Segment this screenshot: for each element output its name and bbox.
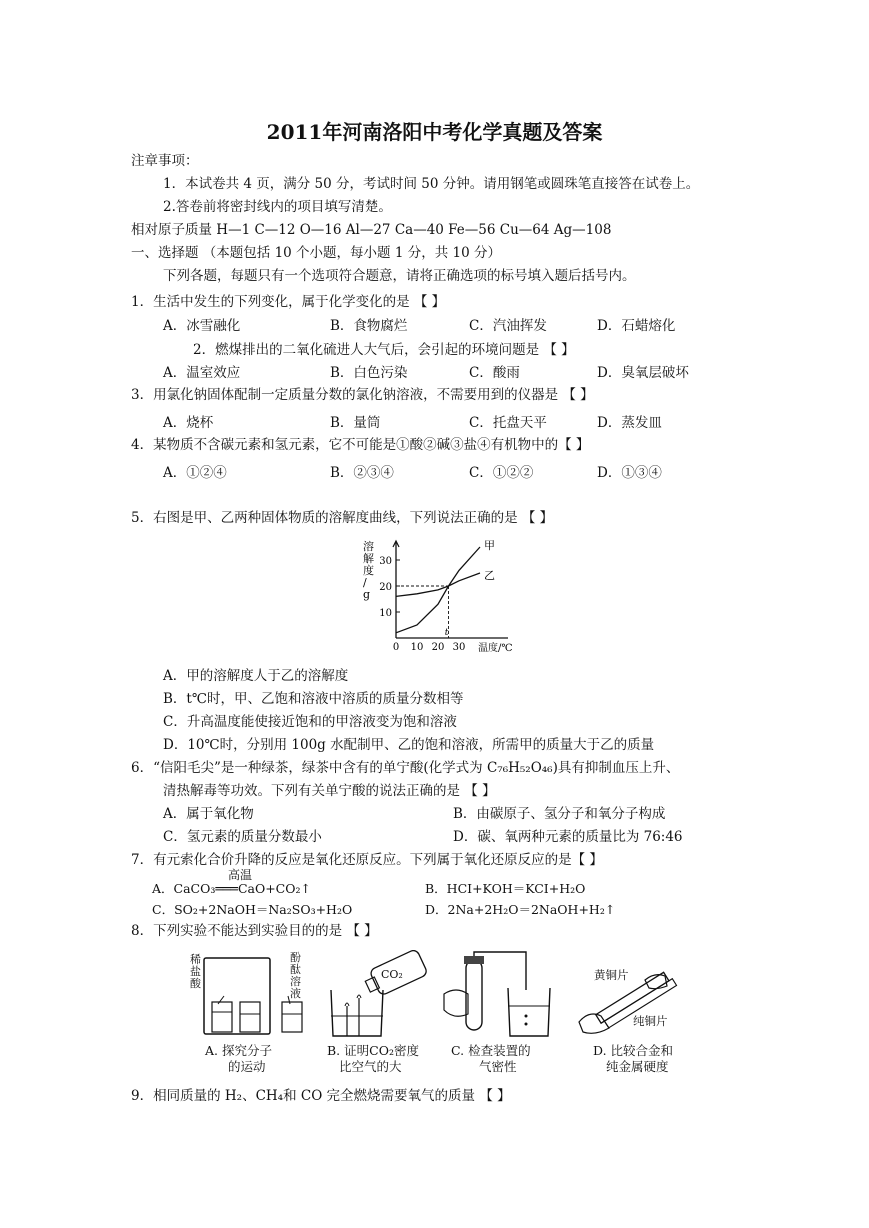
y-tick-label: 30 <box>379 556 392 567</box>
note-2: 2.答卷前将密封线内的项目填写清楚。 <box>163 199 392 215</box>
q7-option-b: B．HCI+KOH＝KCI+H₂O <box>425 881 586 896</box>
figure-c-airtightness-apparatus <box>440 950 560 1042</box>
q4-option-c: C．①②② <box>469 465 534 481</box>
figure-c-caption-1: C. 检查装置的 <box>451 1043 531 1058</box>
series-label-yi: 乙 <box>484 569 495 582</box>
label-pure-copper-sheet: 纯铜片 <box>633 1014 668 1028</box>
q7-option-a: A．CaCO₃═══CaO+CO₂↑ <box>152 881 311 896</box>
figure-b-caption-2: 比空气的大 <box>339 1059 402 1074</box>
series-line-yi <box>396 573 480 596</box>
reaction-condition: 高温 <box>228 868 253 882</box>
figure-b-caption-1: B. 证明CO₂密度 <box>327 1043 419 1058</box>
figure-b-co2-beaker <box>325 950 435 1040</box>
figure-a-caption-2: 的运动 <box>228 1059 266 1074</box>
x-axis-label: 温度/℃ <box>478 643 513 654</box>
notes-heading: 注章事项： <box>131 153 199 169</box>
chart-axes <box>393 541 508 638</box>
label-brass-sheet: 黄铜片 <box>594 968 629 982</box>
question-8-stem: 8．下列实验不能达到实验目的的是 【 】 <box>131 923 378 939</box>
q7-option-d: D．2Na+2H₂O＝2NaOH+H₂↑ <box>425 902 616 917</box>
figure-a-caption-1: A. 探究分子 <box>205 1043 272 1058</box>
q3-option-a: A．烧杯 <box>163 415 214 431</box>
question-1-stem: 1．生活中发生的下列变化，属于化学变化的是 【 】 <box>131 294 446 310</box>
section1-instruction: 下列各题，每题只有一个选项符合题意，请将正确选项的标号填入题后括号内。 <box>163 268 636 284</box>
q1-option-c: C．汽油挥发 <box>469 318 547 334</box>
chart-labels <box>363 539 513 654</box>
q7-option-c: C．SO₂+2NaOH＝Na₂SO₃+H₂O <box>152 902 353 917</box>
section1-heading: 一、选择题 （本题包括 10 个小题，每小题 1 分，共 10 分） <box>131 245 501 261</box>
q6-option-c: C．氢元素的质量分数最小 <box>163 829 322 845</box>
q1-option-a: A．冰雪融化 <box>163 318 241 334</box>
series-label-jia: 甲 <box>484 539 495 552</box>
question-6-stem: 6．“信阳毛尖”是一种绿茶，绿茶中含有的单宁酸(化学式为 C₇₆H₅₂O₄₆)具有抑制血压上升、 <box>131 760 680 776</box>
y-tick-label: 20 <box>379 582 392 593</box>
solubility-chart <box>358 538 518 660</box>
chart-series <box>396 547 480 638</box>
y-tick-label: 10 <box>379 608 392 619</box>
x-tick-label: 10 <box>410 642 424 653</box>
q6-option-b: B．由碳原子、氢分子和氧分子构成 <box>453 806 666 822</box>
q3-option-d: D．蒸发皿 <box>597 415 662 431</box>
question-2-stem: 2．燃煤排出的二氧化硫进人大气后，会引起的环境问题是 【 】 <box>193 342 575 358</box>
x-tick-label: 0 <box>392 642 400 653</box>
q5-option-d: D．10℃时，分别用 100g 水配制甲、乙的饱和溶液，所需甲的质量大于乙的质量 <box>163 737 655 753</box>
atomic-masses: 相对原子质量 H—1 C—12 O—16 Al—27 Ca—40 Fe—56 Cu—64 Ag—108 <box>131 222 612 238</box>
question-6-stem-2: 清热解毒等功效。下列有关单宁酸的说法正确的是 【 】 <box>163 783 496 799</box>
figure-d-caption-1: D. 比较合金和 <box>593 1043 674 1058</box>
label-dilute-acid: 稀盐酸 <box>190 953 201 990</box>
question-7-stem: 7．有元索化合价升降的反应是氧化还原反应。下列属于氧化还原反应的是【 】 <box>131 852 603 868</box>
page-title: 2011年河南洛阳中考化学真题及答案 <box>266 120 603 144</box>
question-4-stem: 4．某物质不含碳元素和氢元素，它不可能是①酸②碱③盐④有机物中的【 】 <box>131 437 590 453</box>
label-phenolphthalein: 酚酞溶液 <box>290 951 301 1000</box>
q2-option-c: C．酸雨 <box>469 365 520 381</box>
x-tick-label: t <box>444 628 449 638</box>
q4-option-b: B．②③④ <box>330 465 394 481</box>
figure-d-caption-2: 纯金属硬度 <box>606 1059 669 1074</box>
q5-option-c: C．升高温度能使接近饱和的甲溶液变为饱和溶液 <box>163 714 457 730</box>
q6-option-a: A．属于氧化物 <box>163 806 254 822</box>
q3-option-b: B．量筒 <box>330 415 381 431</box>
q1-option-d: D．石蜡熔化 <box>597 318 676 334</box>
x-tick-label: 30 <box>452 642 466 653</box>
note-1: 1．本试卷共 4 页，满分 50 分，考试时间 50 分钟。请用钢笔或圆珠笔直接答在试卷上。 <box>163 176 700 192</box>
q4-option-a: A．①②④ <box>163 465 227 481</box>
q2-option-a: A．温室效应 <box>163 365 241 381</box>
q5-option-a: A．甲的溶解度人于乙的溶解度 <box>163 668 349 684</box>
figure-c-caption-2: 气密性 <box>479 1059 517 1074</box>
q4-option-d: D．①③④ <box>597 465 662 481</box>
label-co2: CO₂ <box>381 968 403 981</box>
figure-d-hardness-comparison <box>575 962 685 1042</box>
q2-option-d: D．臭氧层破坏 <box>597 365 689 381</box>
q6-option-d: D．碳、氧两种元素的质量比为 76:46 <box>453 829 683 845</box>
question-3-stem: 3．用氯化钠固体配制一定质量分数的氯化钠溶液，不需要用到的仪器是 【 】 <box>131 387 594 403</box>
x-tick-label: 20 <box>431 642 445 653</box>
q3-option-c: C．托盘天平 <box>469 415 547 431</box>
q1-option-b: B．食物腐烂 <box>330 318 408 334</box>
question-5-stem: 5．右图是甲、乙两种固体物质的溶解度曲线，下列说法正确的是 【 】 <box>131 510 554 526</box>
question-9-stem: 9．相同质量的 H₂、CH₄和 CO 完全燃烧需要氧气的质量 【 】 <box>131 1088 511 1104</box>
q5-option-b: B．t℃时，甲、乙饱和溶液中溶质的质量分数相等 <box>163 691 464 707</box>
q2-option-b: B．白色污染 <box>330 365 408 381</box>
y-axis-label: 溶解度/ g <box>363 540 374 601</box>
